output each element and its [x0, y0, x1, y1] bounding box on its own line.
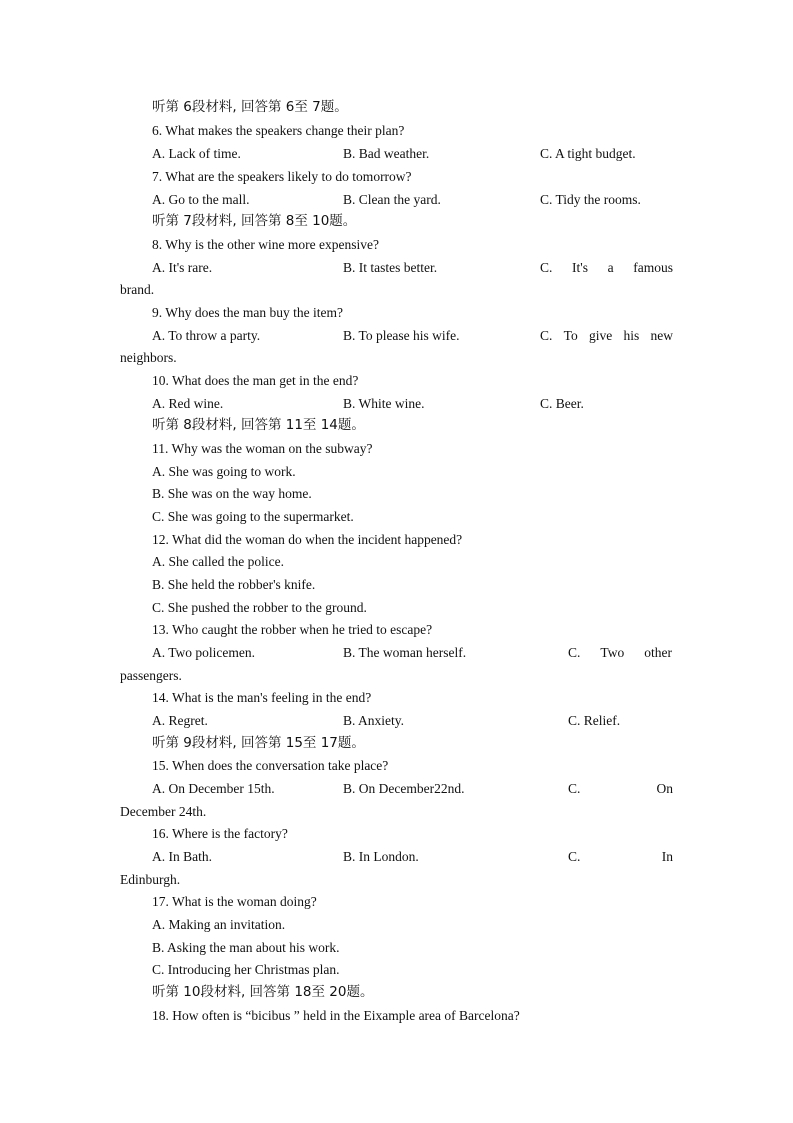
options-16-continued — [0, 869, 793, 891]
question-14 — [0, 687, 793, 709]
section-text: 听第 7段材料, 回答第 8至 10题。 — [152, 213, 357, 229]
option-c — [568, 846, 673, 868]
question-stem: 10. What does the man get in the end? — [152, 373, 359, 388]
option-c-word: C. — [540, 260, 553, 275]
option-b: B. Anxiety. — [343, 713, 405, 728]
question-stem: 8. Why is the other wine more expensive? — [152, 237, 379, 252]
question-stem: 9. Why does the man buy the item? — [152, 305, 343, 320]
option-c-word: To — [563, 328, 578, 343]
option-c-word: C. — [568, 645, 581, 660]
section-text: 听第 10段材料, 回答第 18至 20题。 — [152, 984, 374, 1000]
option-a: A. In Bath. — [152, 849, 212, 864]
option-b: B. In London. — [343, 849, 419, 864]
option-c-word: In — [661, 849, 673, 864]
option-c-continued: brand. — [120, 282, 155, 297]
section-text: 听第 8段材料, 回答第 11至 14题。 — [152, 417, 365, 433]
option-c: C. Tidy the rooms. — [540, 192, 641, 207]
options-14 — [0, 710, 793, 732]
question-17 — [0, 891, 793, 913]
option-11-b — [0, 483, 793, 505]
option-11-a — [0, 461, 793, 483]
options-13 — [0, 642, 793, 664]
question-stem: 7. What are the speakers likely to do tomorrow? — [152, 169, 412, 184]
option-c-continued: December 24th. — [120, 804, 207, 819]
section-header-10 — [0, 981, 793, 1003]
question-8 — [0, 234, 793, 256]
question-stem: 14. What is the man's feeling in the end? — [152, 690, 372, 705]
option-a: A. Regret. — [152, 713, 208, 728]
option-a: A. Two policemen. — [152, 645, 256, 660]
option-c-continued: passengers. — [120, 668, 182, 683]
question-stem: 15. When does the conversation take place? — [152, 758, 389, 773]
question-stem: 16. Where is the factory? — [152, 826, 288, 841]
question-7 — [0, 166, 793, 188]
option-b: B. Bad weather. — [343, 146, 430, 161]
question-9 — [0, 302, 793, 324]
options-10 — [0, 393, 793, 415]
option-a: A. She was going to work. — [152, 464, 296, 479]
option-c: C. Introducing her Christmas plan. — [152, 962, 340, 977]
option-c-word: C. — [568, 781, 581, 796]
options-15 — [0, 778, 793, 800]
option-a: A. Making an invitation. — [152, 917, 286, 932]
question-15 — [0, 755, 793, 777]
option-a: A. Lack of time. — [152, 146, 241, 161]
section-header-9 — [0, 732, 793, 754]
option-b: B. She was on the way home. — [152, 486, 312, 501]
option-c-word: C. — [540, 328, 553, 343]
options-6 — [0, 143, 793, 165]
option-b: B. The woman herself. — [343, 645, 467, 660]
option-17-b — [0, 937, 793, 959]
option-c-word: Two — [600, 645, 625, 660]
option-17-c — [0, 959, 793, 981]
option-c-continued: neighbors. — [120, 350, 177, 365]
options-9 — [0, 325, 793, 347]
option-a: A. Go to the mall. — [152, 192, 250, 207]
question-stem: 13. Who caught the robber when he tried to escape? — [152, 622, 433, 637]
section-header-7 — [0, 210, 793, 232]
option-a: A. She called the police. — [152, 554, 284, 569]
options-15-continued — [0, 801, 793, 823]
option-12-b — [0, 574, 793, 596]
option-b: B. Asking the man about his work. — [152, 940, 340, 955]
option-a: A. To throw a party. — [152, 328, 261, 343]
option-c — [568, 778, 673, 800]
option-c-word: On — [656, 781, 673, 796]
option-c: C. She was going to the supermarket. — [152, 509, 354, 524]
option-c-word: his — [623, 328, 640, 343]
question-6 — [0, 120, 793, 142]
option-c — [540, 257, 673, 279]
option-c-word: It's — [572, 260, 588, 275]
section-header-8 — [0, 414, 793, 436]
options-9-continued — [0, 347, 793, 369]
option-a: A. On December 15th. — [152, 781, 275, 796]
option-c-continued: Edinburgh. — [120, 872, 181, 887]
options-13-continued — [0, 665, 793, 687]
option-12-c — [0, 597, 793, 619]
option-c-word: famous — [633, 260, 673, 275]
question-16 — [0, 823, 793, 845]
option-12-a — [0, 551, 793, 573]
option-a: A. It's rare. — [152, 260, 213, 275]
option-b: B. On December22nd. — [343, 781, 465, 796]
question-stem: 18. How often is “bicibus ” held in the Eixample area of Barcelona? — [152, 1008, 520, 1023]
option-c: C. She pushed the robber to the ground. — [152, 600, 367, 615]
question-11 — [0, 438, 793, 460]
question-stem: 6. What makes the speakers change their plan? — [152, 123, 405, 138]
option-c-word: C. — [568, 849, 581, 864]
option-b: B. To please his wife. — [343, 328, 460, 343]
option-c — [568, 642, 672, 664]
question-13 — [0, 619, 793, 641]
option-17-a — [0, 914, 793, 936]
option-c: C. Relief. — [568, 713, 621, 728]
section-text: 听第 9段材料, 回答第 15至 17题。 — [152, 735, 365, 751]
question-12 — [0, 529, 793, 551]
option-11-c — [0, 506, 793, 528]
question-stem: 11. Why was the woman on the subway? — [152, 441, 373, 456]
option-b: B. She held the robber's knife. — [152, 577, 316, 592]
section-text: 听第 6段材料, 回答第 6至 7题。 — [152, 99, 348, 115]
option-b: B. Clean the yard. — [343, 192, 441, 207]
question-stem: 17. What is the woman doing? — [152, 894, 317, 909]
options-8-continued — [0, 279, 793, 301]
question-10 — [0, 370, 793, 392]
option-c-word: other — [644, 645, 672, 660]
options-16 — [0, 846, 793, 868]
options-8 — [0, 257, 793, 279]
option-c-word: new — [650, 328, 673, 343]
option-c: C. A tight budget. — [540, 146, 636, 161]
option-c: C. Beer. — [540, 396, 584, 411]
option-b: B. White wine. — [343, 396, 425, 411]
option-c — [540, 325, 673, 347]
option-c-word: a — [607, 260, 614, 275]
question-18 — [0, 1005, 793, 1027]
section-header-6 — [0, 96, 793, 118]
option-c-word: give — [588, 328, 613, 343]
option-a: A. Red wine. — [152, 396, 224, 411]
question-stem: 12. What did the woman do when the incident happened? — [152, 532, 463, 547]
options-7 — [0, 189, 793, 211]
option-b: B. It tastes better. — [343, 260, 438, 275]
